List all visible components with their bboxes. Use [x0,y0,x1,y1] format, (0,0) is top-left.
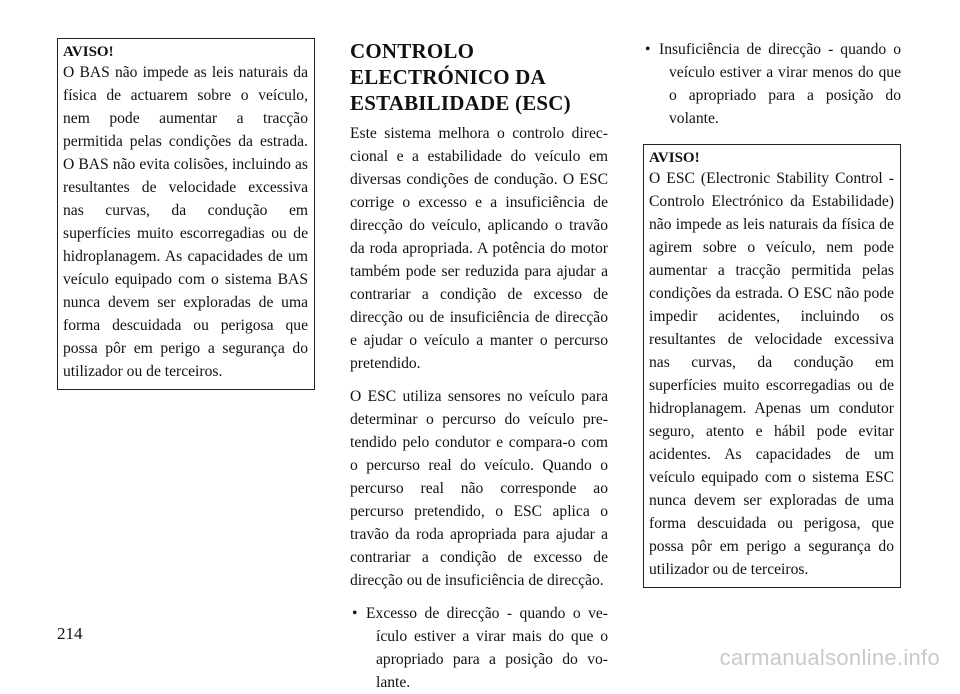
esc-bullet-list-continued [643,38,901,130]
bas-warning-title: AVISO! [63,44,114,60]
esc-warning-box [643,144,901,588]
bas-warning-box [57,38,315,390]
bullet-dot: • [352,605,358,622]
esc-paragraph-1: Este sistema melhora o controlo direccional e a estabilidade do veículo em diversas condições de condução. O ESC corrige o excesso e a insuficiência de direcção do veículo, aplicando o travão da roda apropriada. A potência do motor também pode ser reduzida para ajudar a contrariar a condição de excesso de direcção ou de insuficiência de direcção e ajudar o veículo a manter o percurso pretendido. [350,125,608,372]
bullet-understeer-text: Insuficiência de direcção - quando o veículo estiver a virar menos do que o apropriado para a posição do volante. [659,41,901,127]
bullet-understeer [643,38,901,130]
bas-warning-text: O BAS não impede as leis naturais da física de actuarem sobre o veículo, nem pode aumentar a tracção permitida pelas condições da estrada. O BAS não evita colisões, incluindo as resultantes de velocidade excessiva nas curvas, da condução em superfícies muito escorregadias ou de hidroplanagem. As capacidades de um veículo equipado com o sistema BAS nunca devem ser exploradas de uma forma descuidada ou perigosa que possa pôr em perigo a segurança do utilizador ou de terceiros. [63,64,308,380]
esc-warning-title: AVISO! [649,150,700,166]
esc-warning-text: O ESC (Electronic Stability Control - Controlo Electrónico da Estabilidade) não impede as leis naturais da física de agirem sobre o veículo, nem pode aumentar a tracção permitida pelas condições da estrada. O ESC não pode impedir acidentes, incluindo os resultantes de velocidade excessiva nas curvas, da condução em superfícies muito escorregadias ou de hidroplanagem. Apenas um condutor seguro, atento e hábil pode evitar acidentes. As capacidades de um veículo equipado com o sistema ESC nunca devem ser exploradas de uma forma descuidada ou perigosa, que possa pôr em perigo a segurança do utilizador ou de terceiros. [649,170,894,578]
middle-column [350,38,608,694]
left-column [57,38,315,390]
esc-bullet-list [350,602,608,694]
esc-section-title: CONTROLO ELECTRÓNICO DA ESTABILIDADE (ESC) [350,39,571,115]
esc-paragraph-2: O ESC utiliza sensores no veículo para determinar o percurso do veículo pretendido pelo condutor e compara-o com o percurso real do veículo. Quando o percurso real não corresponde ao percurso pretendido, o ESC aplica o travão da roda apropriada para ajudar a contrariar a condição de excesso de direcção ou de insuficiência de direcção. [350,388,608,589]
bullet-oversteer-text: Excesso de direcção - quando o veículo estiver a virar mais do que o apropriado para a posição do volante. [366,605,608,691]
watermark: carmanualsonline.info [719,645,940,670]
bullet-oversteer [350,602,608,694]
page-number: 214 [57,624,83,643]
bullet-dot: • [645,41,651,58]
right-column [643,38,901,588]
